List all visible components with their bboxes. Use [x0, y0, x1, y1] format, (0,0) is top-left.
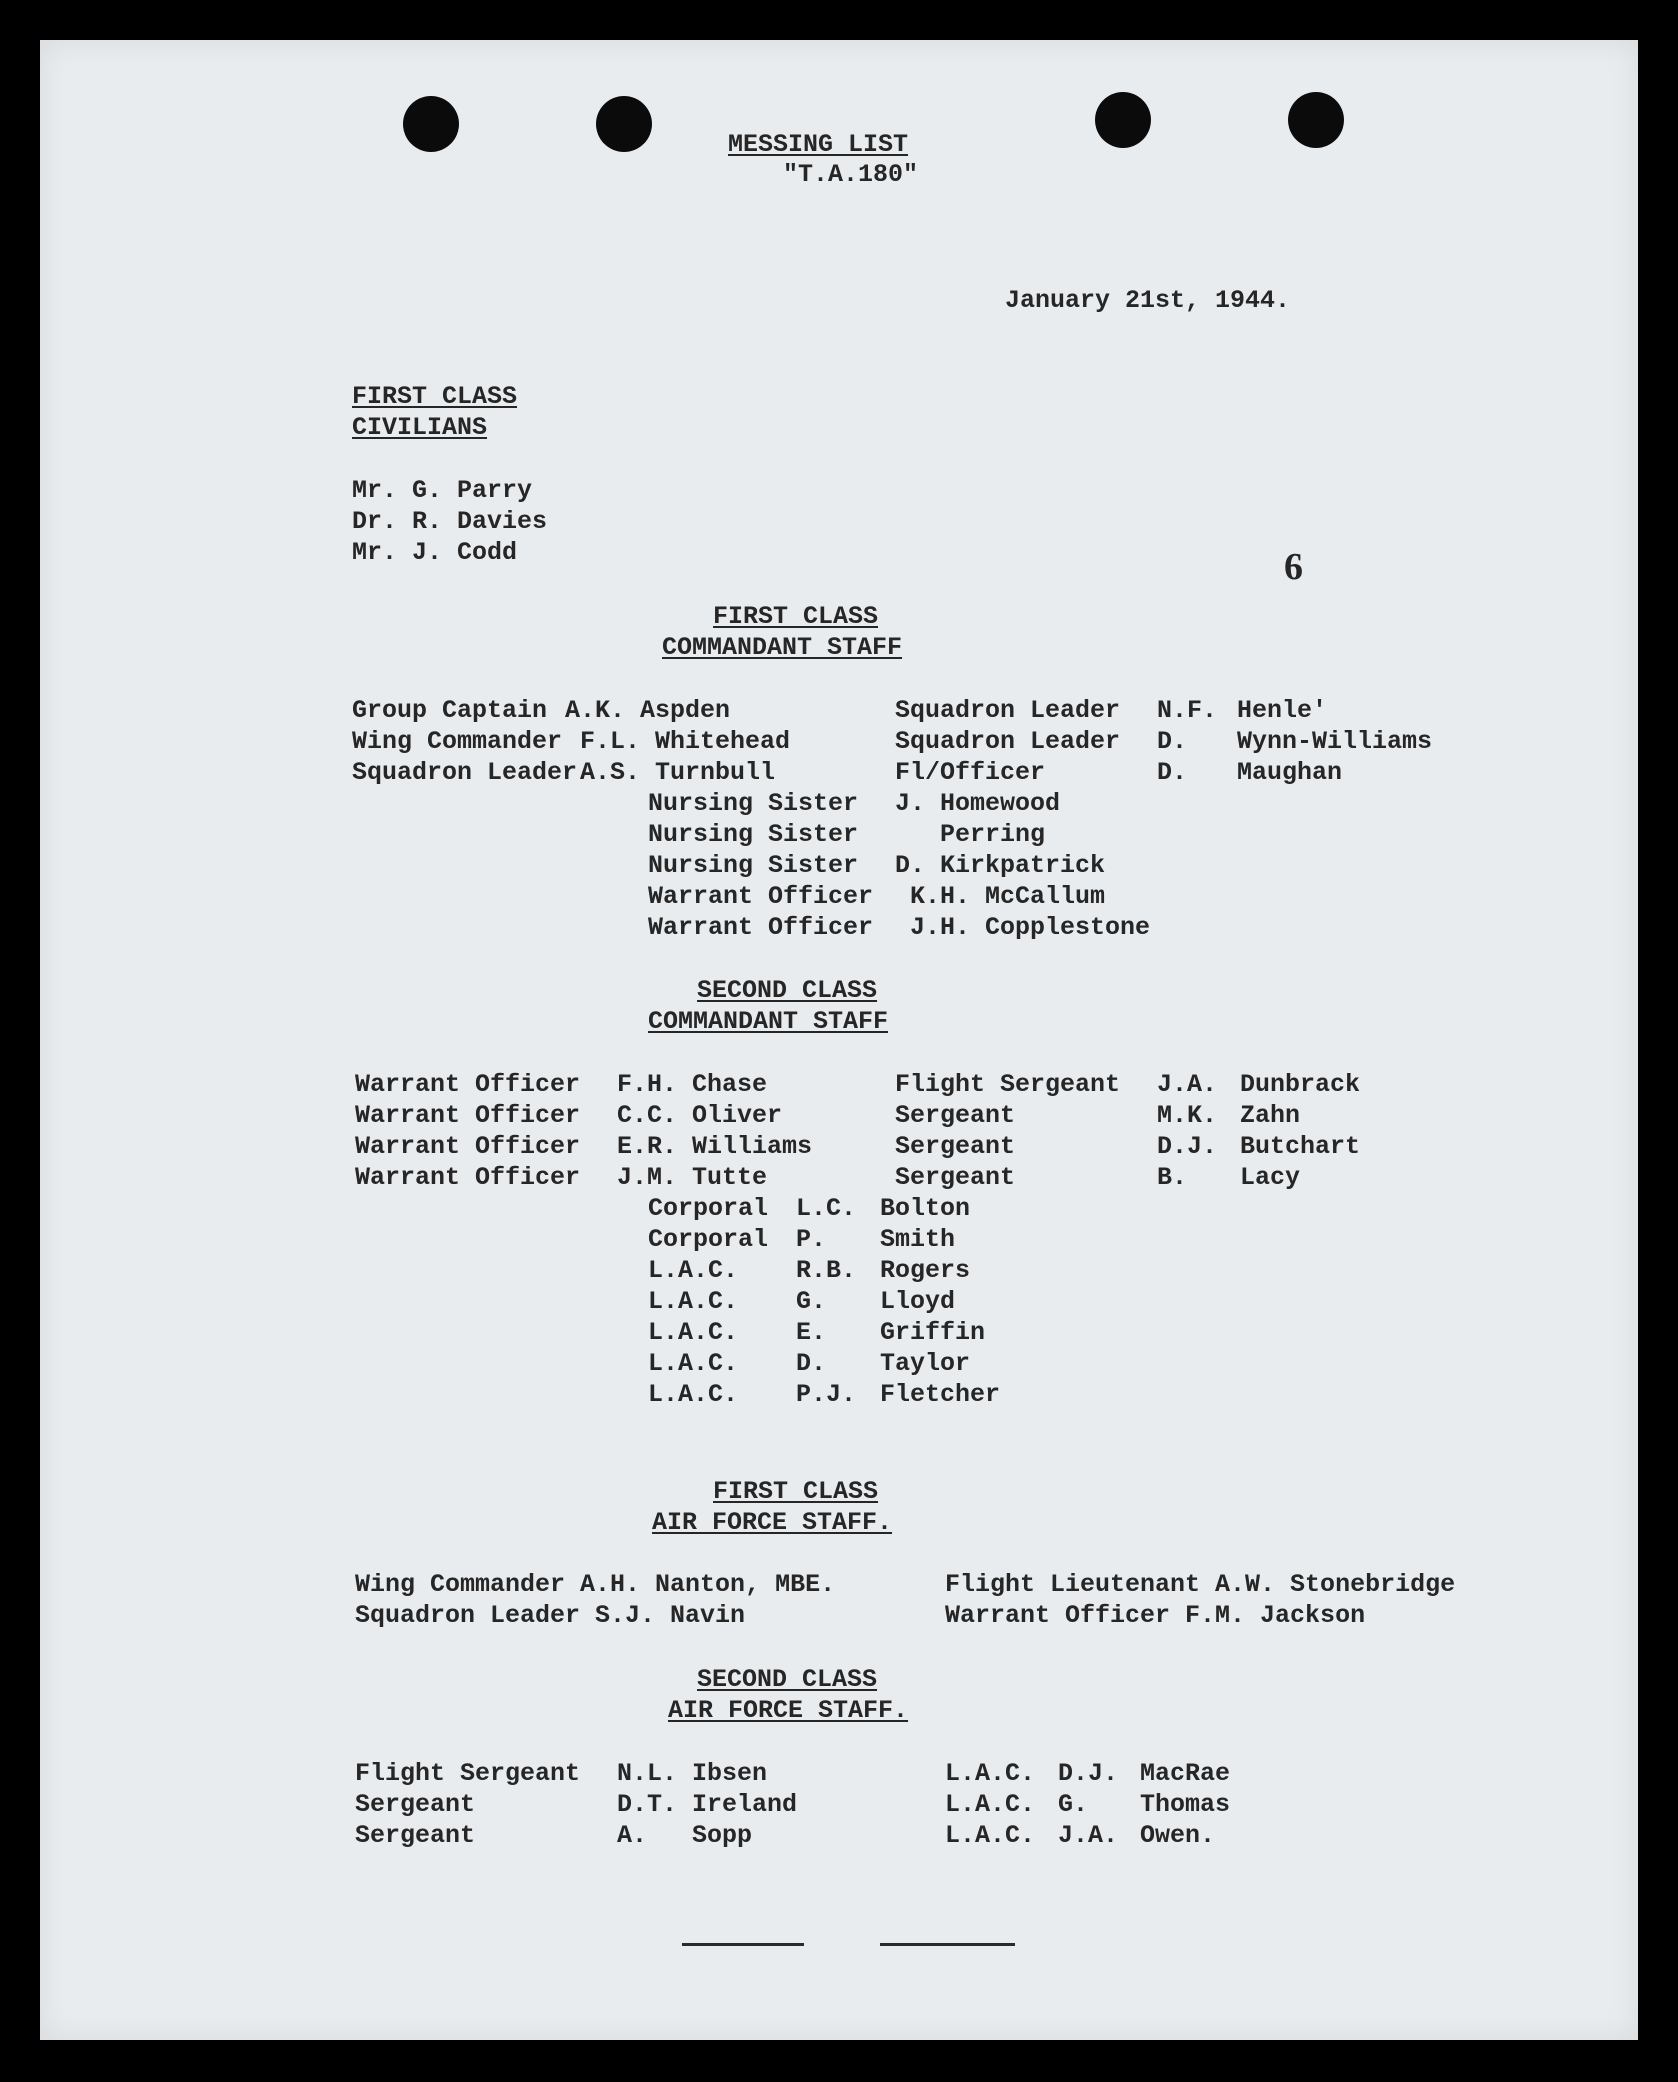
surname: Zahn: [1240, 1101, 1301, 1130]
rank: L.A.C.: [648, 1349, 739, 1378]
closing-rule-left: [682, 1943, 804, 1946]
civilians-heading-class: FIRST CLASS: [352, 382, 518, 411]
surname: Butchart: [1240, 1132, 1361, 1161]
initial: L.C.: [796, 1194, 857, 1223]
rank: Sergeant: [355, 1821, 476, 1850]
rank: L.A.C.: [648, 1380, 739, 1409]
initial: D.J.: [1157, 1132, 1218, 1161]
surname: Griffin: [880, 1318, 986, 1347]
civilians-heading-group: CIVILIANS: [352, 413, 488, 442]
list-item: Flight Lieutenant A.W. Stonebridge: [945, 1570, 1456, 1599]
initial: G.: [796, 1287, 827, 1316]
surname: Wynn-Williams: [1237, 727, 1433, 756]
rank: L.A.C.: [945, 1821, 1036, 1850]
rank: Corporal: [648, 1225, 769, 1254]
rank: Squadron Leader: [895, 727, 1121, 756]
list-item: Mr. J. Codd: [352, 538, 518, 567]
surname: Henle': [1237, 696, 1328, 725]
list-item: Wing Commander A.H. Nanton, MBE.: [355, 1570, 836, 1599]
surname: Owen.: [1140, 1821, 1216, 1850]
rank: Flight Sergeant: [895, 1070, 1121, 1099]
rank: Wing Commander: [352, 727, 563, 756]
name: E.R. Williams: [617, 1132, 813, 1161]
initial: G.: [1058, 1790, 1089, 1819]
surname: Maughan: [1237, 758, 1343, 787]
rank: Sergeant: [895, 1101, 1016, 1130]
name: D.T. Ireland: [617, 1790, 798, 1819]
name: D. Kirkpatrick: [895, 851, 1106, 880]
rank: Sergeant: [895, 1132, 1016, 1161]
list-item: Mr. G. Parry: [352, 476, 533, 505]
surname: Fletcher: [880, 1380, 1001, 1409]
rank: Warrant Officer: [355, 1163, 581, 1192]
surname: Taylor: [880, 1349, 971, 1378]
rank: Nursing Sister: [648, 851, 859, 880]
name: J. Homewood: [895, 789, 1061, 818]
punch-hole-1: [403, 96, 459, 152]
initial: P.J.: [796, 1380, 857, 1409]
rank: Warrant Officer: [355, 1132, 581, 1161]
rank: Fl/Officer: [895, 758, 1046, 787]
list-item: Dr. R. Davies: [352, 507, 548, 536]
surname: Lloyd: [880, 1287, 956, 1316]
name: F.H. Chase: [617, 1070, 768, 1099]
rank: Group Captain: [352, 696, 548, 725]
initial: D.J.: [1058, 1759, 1119, 1788]
section-heading-group: AIR FORCE STAFF.: [652, 1508, 893, 1537]
initial: P.: [796, 1225, 827, 1254]
initial: D.: [1157, 758, 1188, 787]
section-heading-group: COMMANDANT STAFF: [648, 1007, 889, 1036]
surname: Dunbrack: [1240, 1070, 1361, 1099]
initial: E.: [796, 1318, 827, 1347]
rank: Squadron Leader: [895, 696, 1121, 725]
initial: M.K.: [1157, 1101, 1218, 1130]
document-page: [40, 40, 1638, 2040]
rank: Warrant Officer: [648, 913, 874, 942]
name: A. Sopp: [617, 1821, 753, 1850]
rank: Sergeant: [895, 1163, 1016, 1192]
surname: Lacy: [1240, 1163, 1301, 1192]
list-item: Squadron Leader S.J. Navin: [355, 1601, 746, 1630]
rank: L.A.C.: [945, 1790, 1036, 1819]
rank: Sergeant: [355, 1790, 476, 1819]
name: F.L. Whitehead: [580, 727, 791, 756]
rank: Corporal: [648, 1194, 769, 1223]
surname: Bolton: [880, 1194, 971, 1223]
name: J.M. Tutte: [617, 1163, 768, 1192]
section-heading-class: SECOND CLASS: [697, 1665, 878, 1694]
page-mark: 6: [1284, 546, 1303, 588]
name: K.H. McCallum: [910, 882, 1106, 911]
document-subtitle: "T.A.180": [783, 160, 919, 189]
rank: Warrant Officer: [355, 1101, 581, 1130]
initial: D.: [1157, 727, 1188, 756]
rank: L.A.C.: [945, 1759, 1036, 1788]
punch-hole-4: [1288, 92, 1344, 148]
closing-rule-right: [880, 1943, 1015, 1946]
initial: B.: [1157, 1163, 1188, 1192]
initial: J.A.: [1058, 1821, 1119, 1850]
name: A.S. Turnbull: [580, 758, 776, 787]
surname: Thomas: [1140, 1790, 1231, 1819]
initial: D.: [796, 1349, 827, 1378]
rank: L.A.C.: [648, 1256, 739, 1285]
rank: L.A.C.: [648, 1318, 739, 1347]
rank: L.A.C.: [648, 1287, 739, 1316]
name: Perring: [940, 820, 1046, 849]
rank: Squadron Leader: [352, 758, 578, 787]
name: C.C. Oliver: [617, 1101, 783, 1130]
document-date: January 21st, 1944.: [1005, 286, 1291, 315]
rank: Warrant Officer: [355, 1070, 581, 1099]
name: J.H. Copplestone: [910, 913, 1151, 942]
surname: Rogers: [880, 1256, 971, 1285]
section-heading-group: AIR FORCE STAFF.: [668, 1696, 909, 1725]
name: A.K. Aspden: [565, 696, 731, 725]
section-heading-group: COMMANDANT STAFF: [662, 633, 903, 662]
section-heading-class: FIRST CLASS: [713, 1477, 879, 1506]
surname: MacRae: [1140, 1759, 1231, 1788]
name: N.L. Ibsen: [617, 1759, 768, 1788]
document-title: MESSING LIST: [728, 130, 909, 159]
section-heading-class: FIRST CLASS: [713, 602, 879, 631]
rank: Nursing Sister: [648, 820, 859, 849]
punch-hole-2: [596, 96, 652, 152]
rank: Flight Sergeant: [355, 1759, 581, 1788]
rank: Warrant Officer: [648, 882, 874, 911]
punch-hole-3: [1095, 92, 1151, 148]
surname: Smith: [880, 1225, 956, 1254]
rank: Nursing Sister: [648, 789, 859, 818]
initial: R.B.: [796, 1256, 857, 1285]
section-heading-class: SECOND CLASS: [697, 976, 878, 1005]
initial: J.A.: [1157, 1070, 1218, 1099]
list-item: Warrant Officer F.M. Jackson: [945, 1601, 1366, 1630]
initial: N.F.: [1157, 696, 1218, 725]
